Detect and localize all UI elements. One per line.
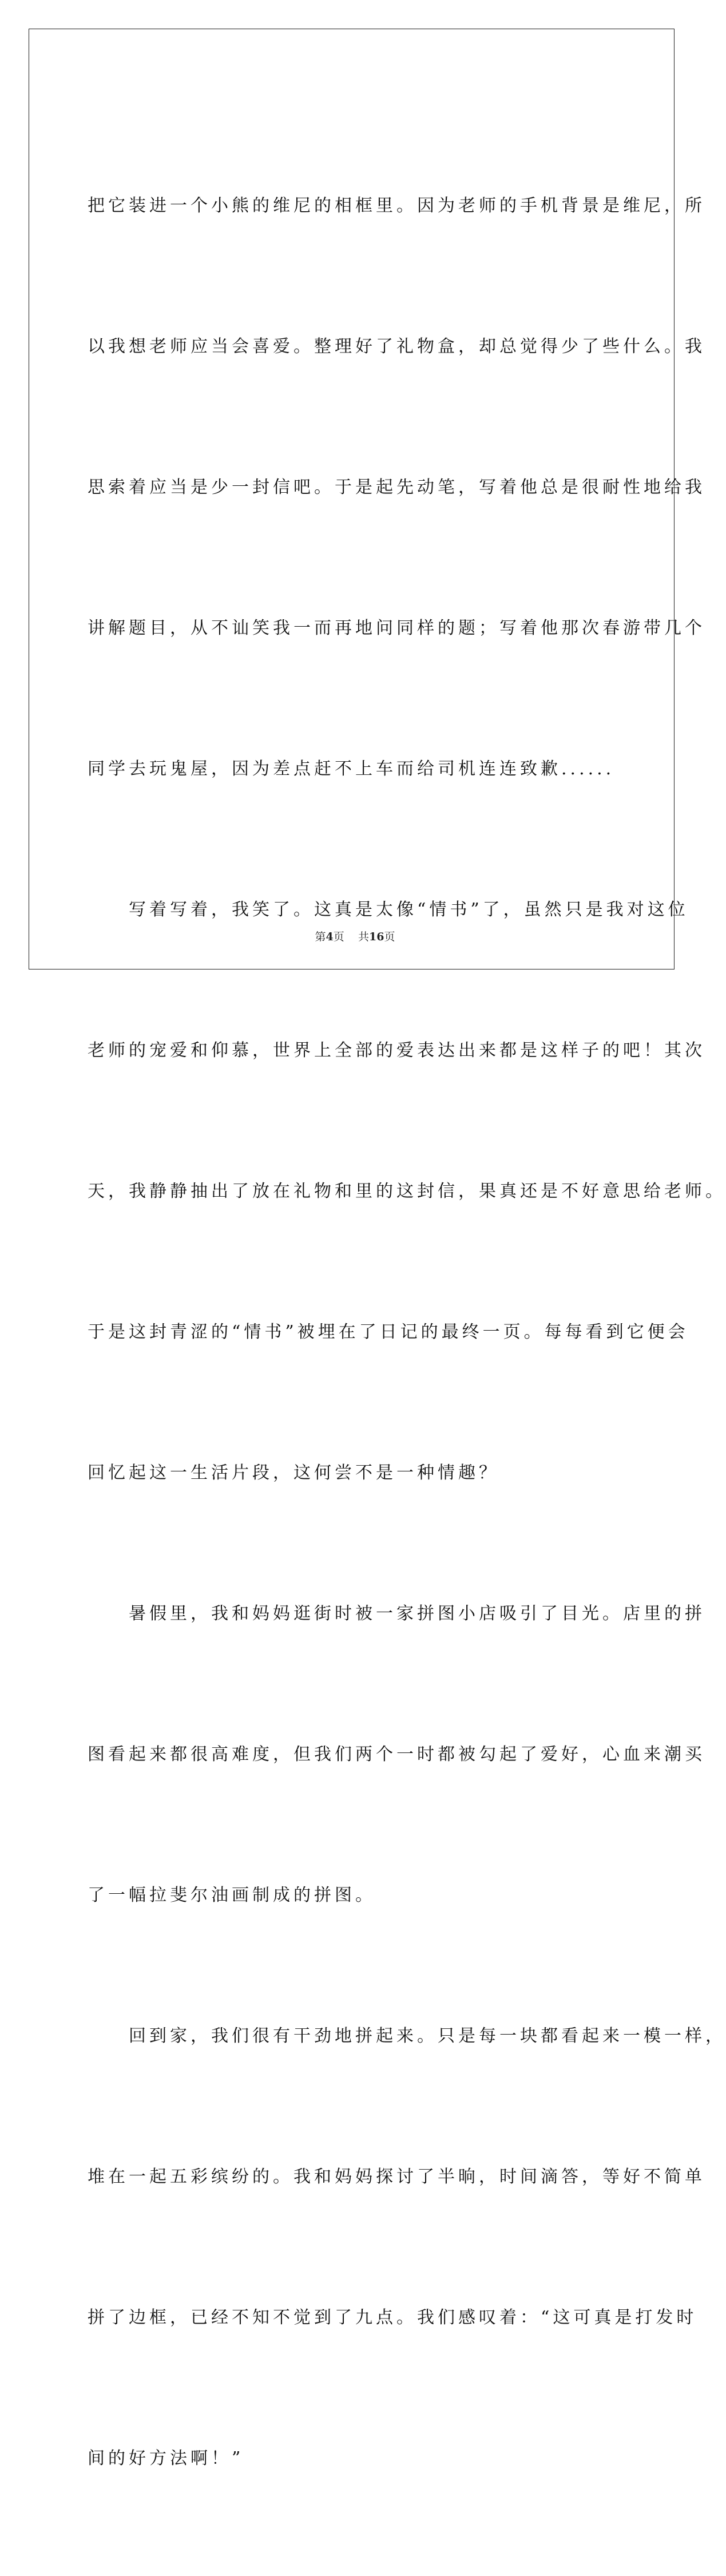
text-line: 写着写着，我笑了。这真是太像“情书”了，虽然只是我对这位 — [88, 900, 689, 920]
text-line: 堆在一起五彩缤纷的。我和妈妈探讨了半晌，时间滴答，等好不简单 — [88, 2167, 705, 2187]
text-line: 回到家，我们很有干劲地拼起来。只是每一块都看起来一模一样， — [88, 2026, 726, 2046]
text-line: 图看起来都很高难度，但我们两个一时都被勾起了爱好，心血来潮买 — [88, 1744, 705, 1764]
page-footer — [0, 928, 710, 944]
body-text — [88, 89, 726, 2576]
footer-total-prefix: 共 — [358, 931, 369, 943]
text-line: 同学去玩鬼屋，因为差点赶不上车而给司机连连致歉...... — [88, 759, 615, 779]
text-line: 思索着应当是少一封信吧。于是起先动笔，写着他总是很耐性地给我 — [88, 477, 705, 497]
footer-prefix: 第 — [315, 931, 326, 943]
footer-total-suffix: 页 — [384, 931, 395, 943]
text-line: 拼了边框，已经不知不觉到了九点。我们感叹着：“这可真是打发时 — [88, 2308, 697, 2328]
text-line: 暑假里，我和妈妈逛街时被一家拼图小店吸引了目光。店里的拼 — [88, 1604, 705, 1624]
text-line: 以我想老师应当会喜爱。整理好了礼物盒，却总觉得少了些什么。我 — [88, 337, 705, 357]
text-line: 于是这封青涩的“情书”被埋在了日记的最终一页。每每看到它便会 — [88, 1322, 689, 1342]
total-page-count: 16 — [368, 931, 384, 943]
text-line: 回忆起这一生活片段，这何尝不是一种情趣？ — [88, 1463, 499, 1483]
text-line: 间的好方法啊！” — [88, 2448, 244, 2468]
document-body — [88, 89, 726, 2576]
text-line: 了一幅拉斐尔油画制成的拼图。 — [88, 1885, 376, 1905]
text-line: 把它装进一个小熊的维尼的相框里。因为老师的手机背景是维尼，所 — [88, 196, 705, 216]
text-line: 天，我静静抽出了放在礼物和里的这封信，果真还是不好意思给老师。 — [88, 1181, 726, 1201]
text-line: 老师的宠爱和仰慕，世界上全部的爱表达出来都是这样子的吧！其次 — [88, 1040, 705, 1061]
current-page-number: 4 — [326, 931, 334, 943]
footer-page-suffix: 页 — [333, 931, 344, 943]
text-line: 讲解题目，从不讪笑我一而再地问同样的题；写着他那次春游带几个 — [88, 618, 705, 638]
